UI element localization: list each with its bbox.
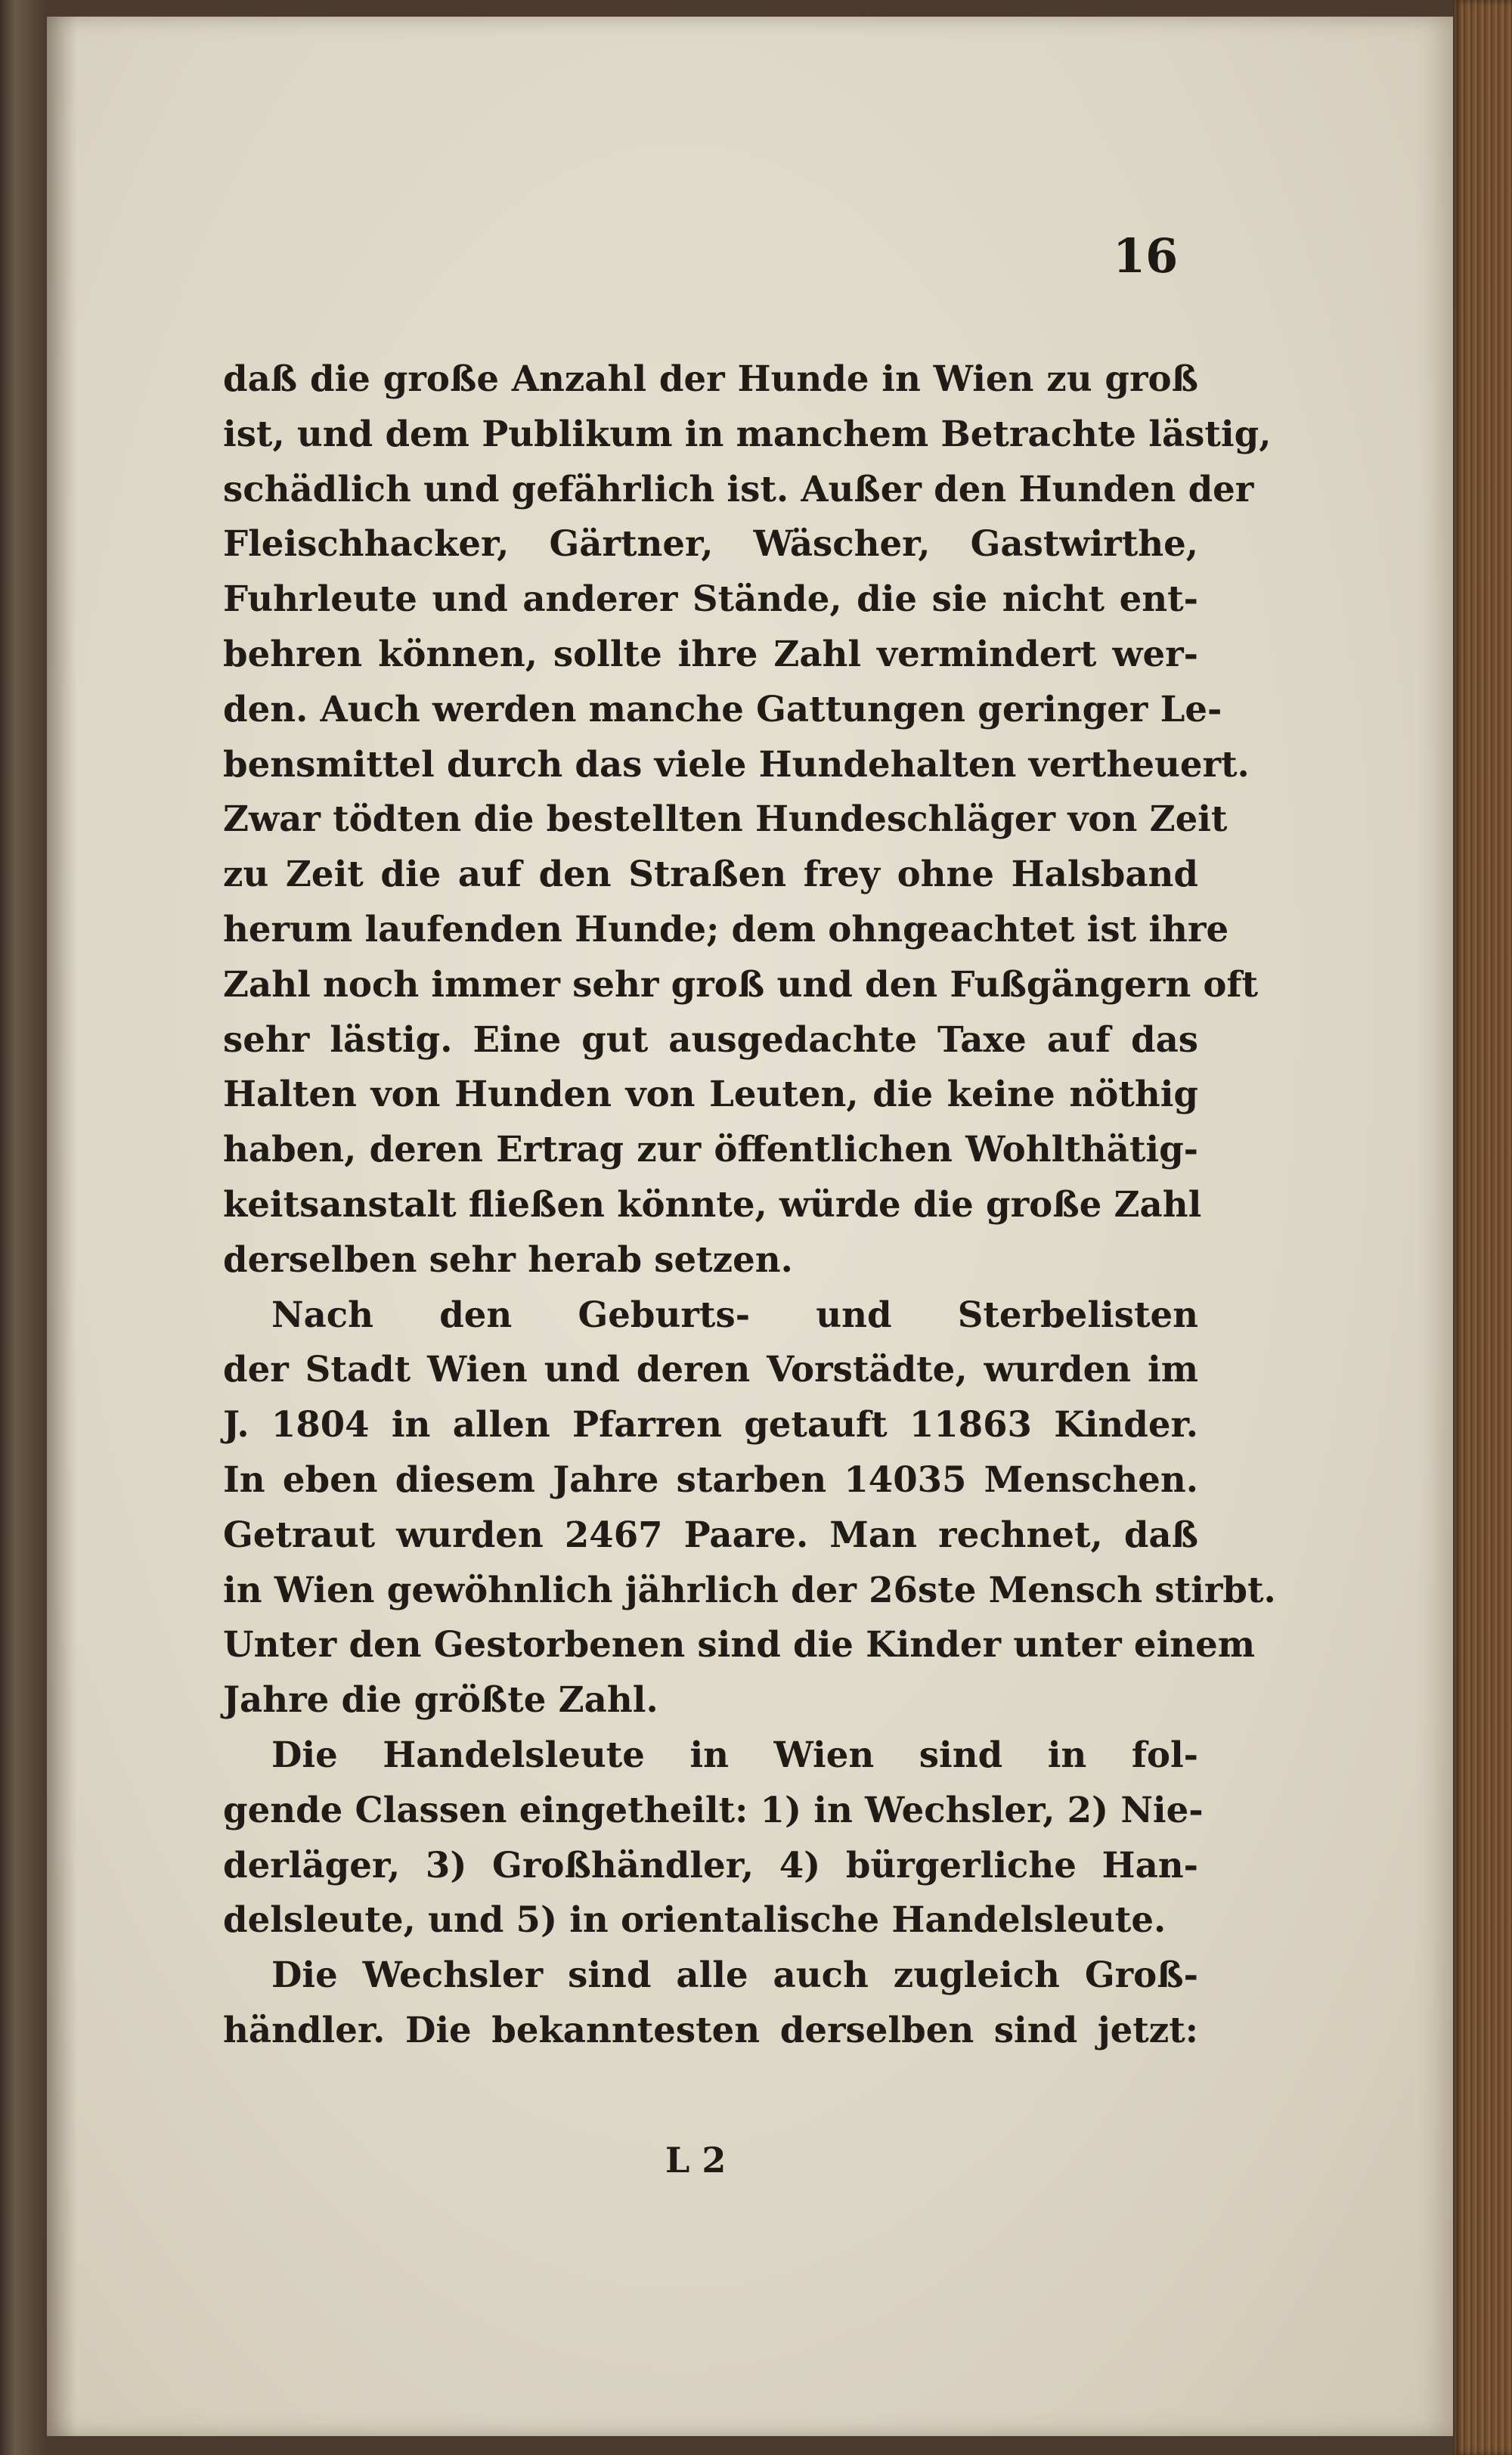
text-line: Die Wechsler sind alle auch zugleich Groß- xyxy=(271,1954,1198,1996)
text-line: Fuhrleute und anderer Stände, die sie nicht ent- xyxy=(223,578,1198,620)
text-line: behren können, sollte ihre Zahl vermindert wer- xyxy=(223,632,1198,674)
page-number: 16 xyxy=(1113,228,1179,284)
text-line: Unter den Gestorbenen sind die Kinder unter einem xyxy=(223,1623,1256,1666)
text-line: zu Zeit die auf den Straßen frey ohne Halsband xyxy=(223,853,1198,895)
text-line: händler. Die bekanntesten derselben sind jetzt: xyxy=(223,2008,1198,2050)
text-line: Die Handelsleute in Wien sind in fol- xyxy=(271,1733,1198,1775)
text-line: haben, deren Ertrag zur öffentlichen Wohlthätig- xyxy=(223,1128,1198,1170)
text-line: sehr lästig. Eine gut ausgedachte Taxe auf das xyxy=(223,1018,1198,1060)
text-line: Zahl noch immer sehr groß und den Fußgängern oft xyxy=(223,962,1259,1005)
body-text xyxy=(223,352,1276,2058)
text-line: der Stadt Wien und deren Vorstädte, wurden im xyxy=(223,1348,1198,1390)
text-line: in Wien gewöhnlich jährlich der 26ste Mensch stirbt. xyxy=(223,1568,1276,1610)
text-line: In eben diesem Jahre starben 14035 Menschen. xyxy=(223,1458,1198,1500)
text-line: derläger, 3) Großhändler, 4) bürgerliche Han- xyxy=(223,1843,1198,1886)
text-line: gende Classen eingetheilt: 1) in Wechsler, 2) Nie- xyxy=(223,1788,1204,1830)
text-line: Zwar tödten die bestellten Hundeschläger von Zeit xyxy=(223,798,1228,840)
binding-shadow xyxy=(47,17,77,2436)
text-line: Fleischhacker, Gärtner, Wäscher, Gastwirthe, xyxy=(223,522,1198,565)
text-line: delsleute, und 5) in orientalische Handelsleute. xyxy=(223,1899,1167,1941)
text-line: Jahre die größte Zahl. xyxy=(223,1679,658,1721)
text-line: Getraut wurden 2467 Paare. Man rechnet, daß xyxy=(223,1513,1198,1555)
text-line: derselben sehr herab setzen. xyxy=(223,1238,793,1280)
text-line: bensmittel durch das viele Hundehalten vertheuert. xyxy=(223,742,1250,785)
text-line: herum laufenden Hunde; dem ohngeachtet ist ihre xyxy=(223,907,1229,950)
text-line: den. Auch werden manche Gattungen geringer Le- xyxy=(223,687,1222,730)
text-line: Nach den Geburts- und Sterbelisten xyxy=(271,1293,1198,1335)
text-line: schädlich und gefährlich ist. Außer den Hunden der xyxy=(223,467,1254,510)
page-fore-edge xyxy=(1453,0,1512,2455)
text-line: keitsanstalt fließen könnte, würde die große Zahl xyxy=(223,1183,1202,1225)
text-line: J. 1804 in allen Pfarren getauft 11863 Kinder. xyxy=(223,1403,1198,1446)
signature-mark: L 2 xyxy=(665,2140,727,2181)
text-line: Halten von Hunden von Leuten, die keine nöthig xyxy=(223,1073,1198,1115)
text-line: daß die große Anzahl der Hunde in Wien zu groß xyxy=(223,358,1198,399)
text-line: ist, und dem Publikum in manchem Betrachte lästig, xyxy=(223,412,1272,454)
